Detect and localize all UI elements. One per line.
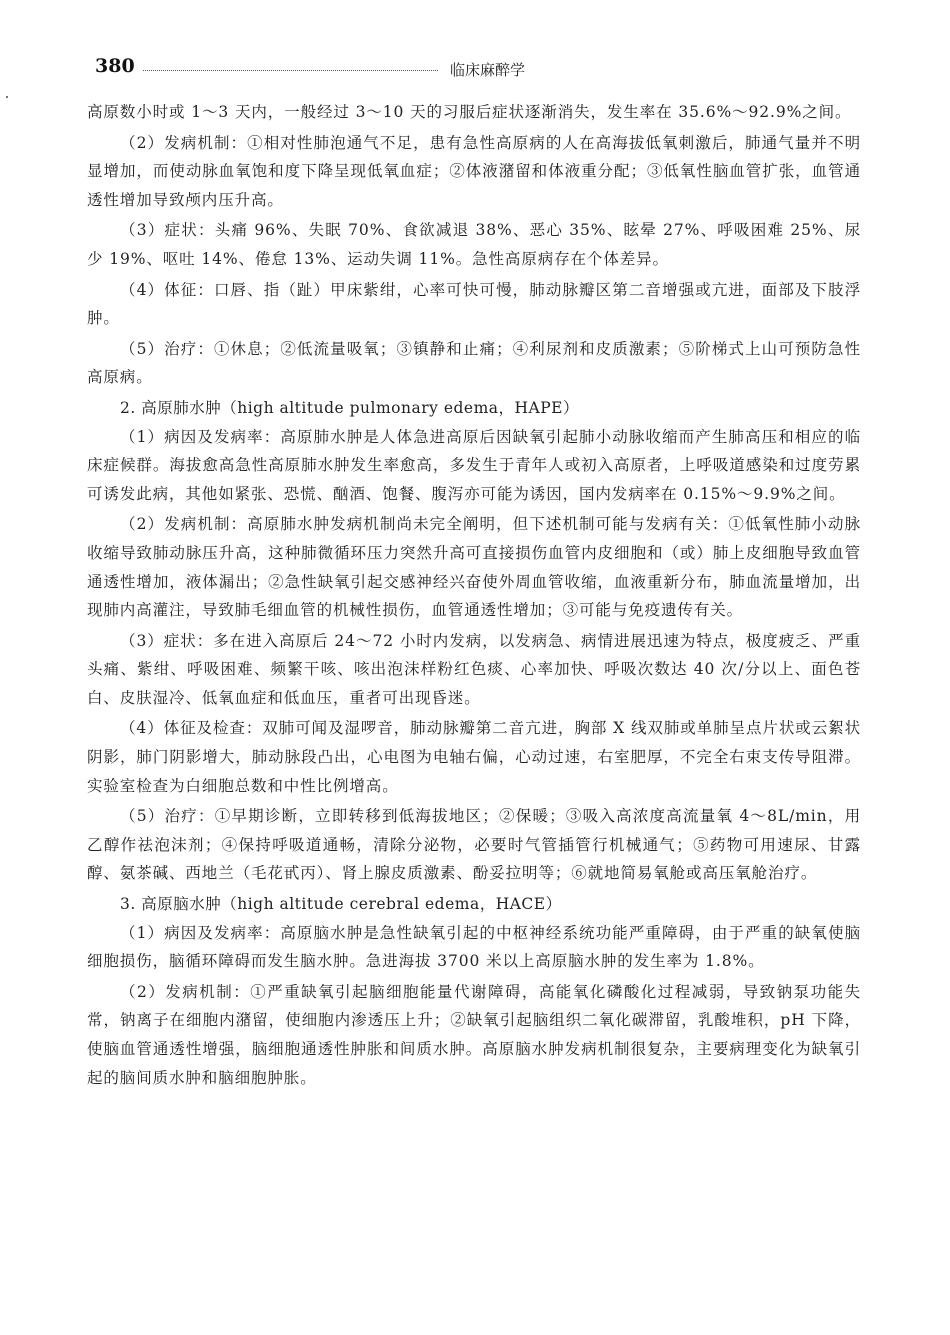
paragraph-ams-signs: （4）体征：口唇、指（趾）甲床紫绀，心率可快可慢，肺动脉瓣区第二音增强或亢进，面部及下肢浮肿。 [87,280,861,328]
running-header [95,55,875,85]
page-body [87,98,861,1094]
paragraph-ams-symptoms: （3）症状：头痛 96%、失眠 70%、食欲减退 38%、恶心 35%、眩晕 27%、呼吸困难 25%、尿少 19%、呕吐 14%、倦怠 13%、运动失调 11%。急性高原病存在个体差异。 [87,221,861,268]
heading-hace: 3. 高原脑水肿（high altitude cerebral edema，HACE） [120,895,562,914]
paragraph-continuation: 高原数小时或 1～3 天内，一般经过 3～10 天的习服后症状逐渐消失，发生率在 35.6%～92.9%之间。 [87,103,852,121]
paragraph-hace-mechanism: （2）发病机制：①严重缺氧引起脑细胞能量代谢障碍，高能氧化磷酸化过程减弱，导致钠泵功能失常，钠离子在细胞内潴留，使细胞内渗透压上升；②缺氧引起脑组织二氧化碳滞留，乳酸堆积，pH 下降，使脑血管通透性增强，脑细胞通透性肿胀和间质水肿。高原脑水肿发病机制很复杂，主要病理变化为缺氧引起的脑间质水肿和脑细胞肿胀。 [87,982,861,1087]
paragraph-hape-etiology: （1）病因及发病率：高原肺水肿是人体急进高原后因缺氧引起肺小动脉收缩而产生肺高压和相应的临床症候群。海拔愈高急性高原肺水肿发生率愈高，多发生于青年人或初入高原者，上呼吸道感染和过度劳累可诱发此病，其他如紧张、恐慌、酗酒、饱餐、腹泻亦可能为诱因，国内发病率在 0.15%～9.9%之间。 [87,427,861,503]
paragraph-ams-treatment: （5）治疗：①休息；②低流量吸氧；③镇静和止痛；④利尿剂和皮质激素；⑤阶梯式上山可预防急性高原病。 [87,339,861,387]
paragraph-hape-signs: （4）体征及检查：双肺可闻及湿啰音，肺动脉瓣第二音亢进，胸部 X 线双肺或单肺呈点片状或云絮状阴影，肺门阴影增大，肺动脉段凸出，心电图为电轴右偏，心动过速，右室肥厚，不完全右束支传导阻滞。实验室检查为白细胞总数和中性比例增高。 [87,719,861,795]
paragraph-hape-symptoms: （3）症状：多在进入高原后 24～72 小时内发病，以发病急、病情进展迅速为特点，极度疲乏、严重头痛、紫绀、呼吸困难、频繁干咳、咳出泡沫样粉红色痰、心率加快、呼吸次数达 40 次/分以上、面色苍白、皮肤湿冷、低氧血症和低血压，重者可出现昏迷。 [87,631,861,707]
paragraph-hape-treatment: （5）治疗：①早期诊断，立即转移到低海拔地区；②保暖；③吸入高浓度高流量氧 4～8L/min，用乙醇作祛泡沫剂；④保持呼吸道通畅，清除分泌物，必要时气管插管行机械通气；⑤药物可用速尿、甘露醇、氨茶碱、西地兰（毛花甙丙）、肾上腺皮质激素、酚妥拉明等；⑥就地简易氧舱或高压氧舱治疗。 [87,807,861,883]
header-dotted-leader [143,70,438,71]
heading-hape: 2. 高原肺水肿（high altitude pulmonary edema，HAPE） [120,398,579,417]
page-number: 380 [95,55,135,77]
paragraph-hape-mechanism: （2）发病机制：高原肺水肿发病机制尚未完全阐明，但下述机制可能与发病有关：①低氧性肺小动脉收缩导致肺动脉压升高，这种肺微循环压力突然升高可直接损伤血管内皮细胞和（或）肺上皮细胞导致血管通透性增加，液体漏出；②急性缺氧引起交感神经兴奋使外周血管收缩，血液重新分布，肺血流量增加，出现肺内高灌注，导致肺毛细血管的机械性损伤，血管通透性增加；③可能与免疫遗传有关。 [87,515,861,620]
book-title: 临床麻醉学 [450,61,526,79]
paragraph-ams-mechanism: （2）发病机制：①相对性肺泡通气不足，患有急性高原病的人在高海拔低氧刺激后，肺通气量并不明显增加，而使动脉血氧饱和度下降呈现低氧血症；②体液潴留和体液重分配；③低氧性脑血管扩张，血管通透性增加导致颅内压升高。 [87,133,861,209]
paragraph-hace-etiology: （1）病因及发病率：高原脑水肿是急性缺氧引起的中枢神经系统功能严重障碍，由于严重的缺氧使脑细胞损伤，脑循环障碍而发生脑水肿。急进海拔 3700 米以上高原脑水肿的发生率为 1.8%。 [87,923,861,971]
scan-speck [6,96,8,98]
